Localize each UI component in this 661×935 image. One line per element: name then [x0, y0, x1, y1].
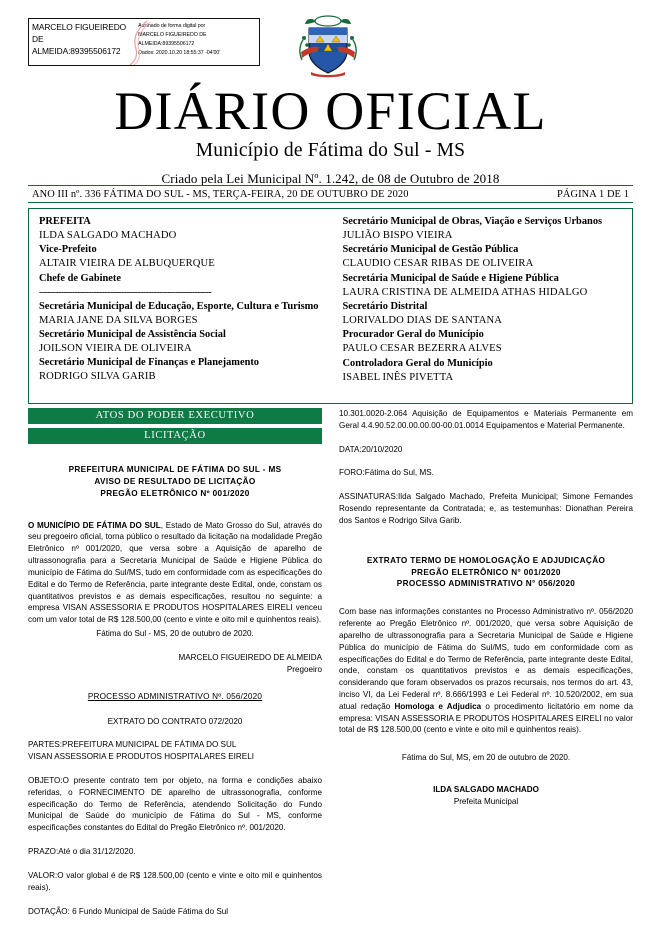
official-name: LAURA CRISTINA DE ALMEIDA ATHAS HIDALGO — [342, 286, 588, 298]
page-title: DIÁRIO OFICIAL — [114, 81, 547, 141]
homologacao-heading-line-3: PROCESSO ADMINISTRATIVO N° 056/2020 — [396, 579, 576, 589]
officials-column-left — [29, 209, 331, 403]
aviso-heading-line-3: PREGÃO ELETRÔNICO Nº 001/2020 — [100, 488, 250, 498]
aviso-signer-role: Pregoeiro — [286, 664, 322, 674]
signature-subject-name: MARCELO FIGUEIREDO DE ALMEIDA:89395506172 — [32, 22, 127, 57]
official-role: Chefe de Gabinete — [39, 272, 121, 284]
official-name: LORIVALDO DIAS DE SANTANA — [342, 315, 502, 327]
content-columns — [28, 408, 633, 917]
homologacao-heading-line-2: PREGÃO ELETRÔNICO N° 001/2020 — [411, 567, 561, 577]
aviso-lead-text: O MUNICÍPIO DE FÁTIMA DO SUL — [28, 520, 161, 530]
official-name: JULIÃO BISPO VIEIRA — [342, 230, 453, 242]
coat-of-arms-icon — [297, 12, 359, 78]
homologacao-paragraph — [339, 606, 633, 736]
aviso-paragraph — [28, 520, 322, 626]
signature-detail-line-4: Dados: 2020.10.20 18:55:37 -04'00' — [138, 50, 221, 57]
partes-entity-2: VISAN ASSESSORIA E PRODUTOS HOSPITALARES EIRELI — [28, 752, 254, 762]
aviso-heading — [28, 464, 322, 500]
objeto-clause: OBJETO:O presente contrato tem por objeto, na forma e condições abaixo referidas, o FORNECIMENTO DE aparelho de ultrassonografia, conforme especificação do Termo de Referência, atendendo Solicitação do Fundo Municipal de Saúde do município de Fátima do Sul - MS, conforme especificações constantes do Edital do Pregão Eletrônico nº. 001/2020. — [28, 776, 322, 833]
officials-divider: --------------------------------------------------------------- — [39, 286, 211, 298]
signature-detail-line-2: MARCELO FIGUEIREDO DE — [138, 32, 207, 39]
official-role: Secretária Municipal de Saúde e Higiene Pública — [342, 272, 559, 284]
official-role: Secretário Municipal de Assistência Social — [39, 329, 226, 341]
partes-entity-1: PREFEITURA MUNICIPAL DE FÁTIMA DO SUL — [62, 740, 237, 750]
masthead-law-reference: Criado pela Lei Municipal Nº. 1.242, de 08 de Outubro de 2018 — [161, 171, 500, 187]
official-role: Secretário Municipal de Finanças e Planejamento — [39, 357, 260, 369]
homologacao-heading — [339, 555, 633, 591]
dotacao-continuation: 10.301.0020-2.064 Aquisição de Equipamentos e Materiais Permanente em Geral 4.4.90.52.00.00.00.00-00.01.0014 Equipamentos e Material Permanente. — [339, 409, 633, 430]
aviso-signer-name: MARCELO FIGUEIREDO DE ALMEIDA — [178, 652, 322, 662]
extrato-contrato-title: EXTRATO DO CONTRATO 072/2020 — [107, 716, 243, 726]
foro-clause: FORO:Fátima do Sul, MS. — [339, 468, 434, 478]
data-clause: DATA:20/10/2020 — [339, 444, 403, 454]
homologacao-heading-line-1: EXTRATO TERMO DE HOMOLOGAÇÃO E ADJUDICAÇÃO — [366, 555, 606, 565]
official-role: Secretário Municipal de Obras, Viação e Serviços Urbanos — [342, 216, 603, 227]
issue-info-bar — [28, 185, 633, 203]
issue-identifier: ANO III nº. 336 FÁTIMA DO SUL - MS, TERÇA-FEIRA, 20 DE OUTUBRO DE 2020 — [32, 188, 409, 200]
officials-panel — [28, 208, 633, 404]
masthead — [0, 81, 661, 187]
official-role: PREFEITA — [39, 216, 91, 227]
official-role: Controladora Geral do Município — [342, 357, 493, 369]
official-role: Procurador Geral do Município — [342, 329, 484, 341]
prazo-clause: PRAZO:Até o dia 31/12/2020. — [28, 847, 136, 857]
homologacao-body-part-1: Com base nas informações constantes no Processo Administrativo nº. 056/2020 referente ao Pregão Eletrônico nº. 001/2020, que versa sobre Aquisição de aparelho de ultrassonografia para a Secretaria Municipal de Saúde e Higiene Pública do município de Fátima do Sul/MS, tudo em conformidade com as especificações do Edital e do Termo de Referência, parte integrante deste Edital, onde, constam os quantitativos previstos e as demais especificações, considerando que foram observados os prazos recursais, nos termos do art. 43, inciso VI, da Lei Federal nº. 8.666/1993 e Lei Federal nº. 10.520/2002, em sua atual redação — [339, 607, 633, 711]
aviso-body-text: , Estado de Mato Grosso do Sul, através do seu pregoeiro oficial, torna público o resultado da licitação na modalidade Pregão Eletrônico nº 001/2020, que versa sobre a Aquisição de aparelho de ultrassonografia para a Secretaria Municipal de Saúde e Higiene Pública do município de Fátima do Sul/MS, tudo em conformidade com as especificações do Edital e do Termo de Referência, parte integrante deste Edital, onde, constam os quantitativos previstos e as demais especificações, resultou no seguinte: a empresa VISAN ASSESSORIA E PRODUTOS HOSPITALARES EIRELI venceu com um valor total de R$ 128.500,00 (cento e vinte e oito mil e quinhentos reais). — [28, 520, 322, 625]
aviso-heading-line-2: AVISO DE RESULTADO DE LICITAÇÃO — [94, 476, 256, 486]
official-role: Vice-Prefeito — [39, 244, 97, 256]
column-right — [339, 408, 633, 917]
signature-detail-line-1: Assinado de forma digital por — [138, 23, 206, 29]
aviso-place-date: Fátima do Sul - MS, 20 de outubro de 2020. — [96, 628, 254, 638]
official-role: Secretário Municipal de Gestão Pública — [342, 244, 519, 256]
assinaturas-clause: ASSINATURAS:Ilda Salgado Machado, Prefeita Municipal; Simone Fernandes Rosendo representante da Contratada; e, as testemunhas: Dionathan Pereira dos Santos e Rodrigo Silva Garib. — [339, 492, 633, 525]
dotacao-clause: DOTAÇÃO: 6 Fundo Municipal de Saúde Fátima do Sul — [28, 906, 229, 916]
signature-detail-line-3: ALMEIDA:89395506172 — [138, 41, 195, 48]
masthead-subtitle: Município de Fátima do Sul - MS — [195, 140, 466, 162]
official-name: ILDA SALGADO MACHADO — [39, 230, 177, 242]
homologacao-place-date: Fátima do Sul, MS, em 20 de outubro de 2020. — [401, 753, 571, 763]
digital-signature-stamp — [28, 18, 260, 66]
aviso-heading-line-1: PREFEITURA MUNICIPAL DE FÁTIMA DO SUL - MS — [68, 465, 282, 474]
official-role: Secretária Municipal de Educação, Esporte, Cultura e Turismo — [39, 300, 319, 312]
official-name: JOILSON VIEIRA DE OLIVEIRA — [39, 343, 192, 355]
official-name: RODRIGO SILVA GARIB — [39, 371, 156, 383]
homologacao-signer-name: ILDA SALGADO MACHADO — [433, 785, 539, 795]
homologacao-body-part-2: o procedimento licitatório em nome da empresa: VISAN ASSESSORIA E PRODUTOS HOSPITALARES EIRELI no valor total de R$ 128.500,00 (cento e vinte e oito mil e quinhentos reais). — [339, 701, 633, 735]
partes-block — [28, 739, 322, 763]
banner-executive-acts: ATOS DO PODER EXECUTIVO — [28, 408, 322, 424]
column-left — [28, 408, 322, 917]
official-name: ISABEL INÊS PIVETTA — [342, 371, 454, 383]
official-role: Secretário Distrital — [342, 301, 428, 313]
official-name: MARIA JANE DA SILVA BORGES — [39, 314, 198, 326]
official-name: ALTAIR VIEIRA DE ALBUQUERQUE — [39, 258, 215, 270]
processo-administrativo-title: PROCESSO ADMINISTRATIVO Nº. 056/2020 — [87, 692, 263, 702]
official-name: PAULO CESAR BEZERRA ALVES — [342, 343, 502, 355]
page-indicator: PÁGINA 1 DE 1 — [556, 188, 629, 200]
signature-details — [132, 19, 259, 65]
homologacao-signer-role: Prefeita Municipal — [453, 796, 519, 806]
valor-clause: VALOR:O valor global é de R$ 128.500,00 (cento e vinte e oito mil e quinhentos reais). — [28, 870, 322, 892]
officials-column-right — [331, 209, 633, 403]
homologacao-emphasis: Homologa e Adjudica — [394, 701, 482, 711]
official-name: CLAUDIO CESAR RIBAS DE OLIVEIRA — [342, 258, 534, 270]
partes-label: PARTES: — [28, 740, 63, 750]
banner-licitacao: LICITAÇÃO — [28, 428, 322, 444]
